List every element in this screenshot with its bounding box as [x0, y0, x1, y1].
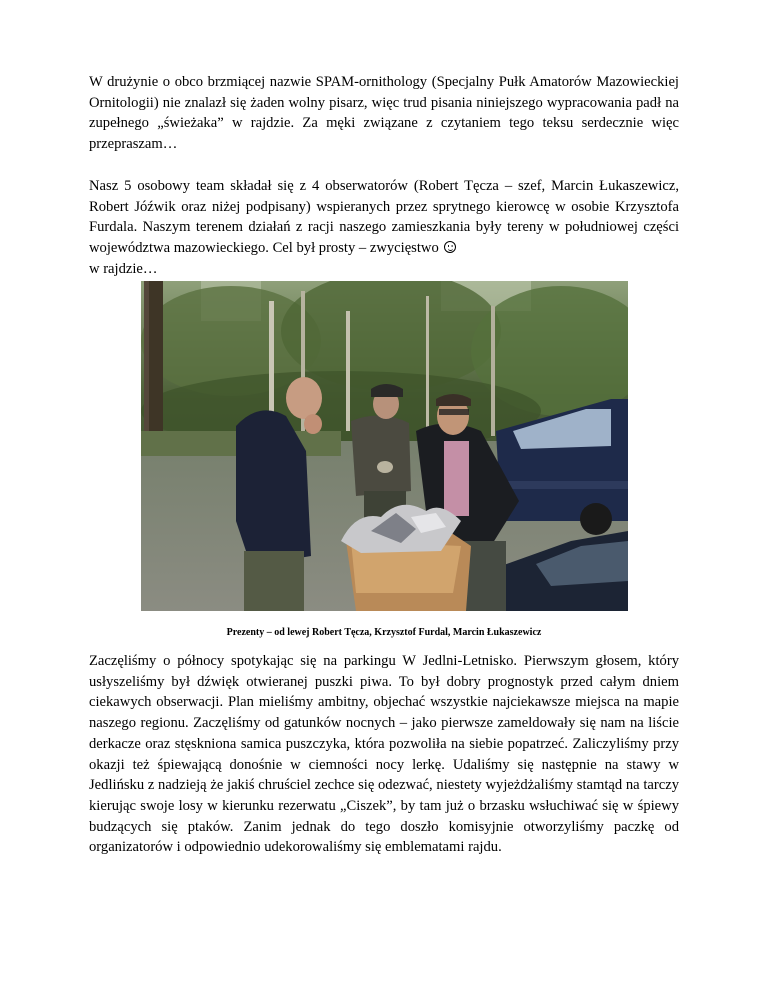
photo-caption: Prezenty – od lewej Robert Tęcza, Krzysztof Furdal, Marcin Łukaszewicz [226, 627, 542, 638]
paragraph-team-text: Nasz 5 osobowy team składał się z 4 obserwatorów (Robert Tęcza – szef, Marcin Łukaszewicz, Robert Jóźwik oraz niżej podpisany) wspieranych przez sprytnego kierowcę w osobie Krzysztofa Furdala. Naszym terenem działań z racji naszego zamieszkania były tereny w południowej części województwa mazowieckiego. Cel był prosty – zwycięstwo [89, 178, 679, 257]
group-photo [141, 281, 628, 611]
smiley-face-icon [444, 241, 456, 253]
paragraph-team [89, 176, 679, 280]
paragraph-team-ending: w rajdzie… [89, 260, 158, 277]
paragraph-night-start: Zaczęliśmy o północy spotykając się na parkingu W Jedlni-Letnisko. Pierwszym głosem, który usłyszeliśmy był dźwięk otwieranej puszki piwa. To był dobry prognostyk przed całym dniem ciekawych obserwacji. Plan mieliśmy ambitny, objechać wszystkie najciekawsze miejsca na mapie naszego regionu. Zaczęliśmy od gatunków nocnych – jako pierwsze zameldowały się nam na liście derkacze oraz stęskniona samica puszczyka, która pozwoliła na siebie popatrzeć. Zaliczyliśmy przy okazji też śpiewającą donośnie w ciemności nocy lerkę. Udaliśmy się następnie na stawy w Jedlińsku z nadzieją że jakiś chruściel zechce się odezwać, niestety wyjeżdżaliśmy stamtąd na tarczy kierując swoje losy w kierunku rezerwatu „Ciszek”, by tam już o brzasku wsłuchiwać się w śpiewy budzących się ptaków. Zanim jednak do tego doszło komisyjnie otworzyliśmy paczkę od organizatorów i odpowiednio udekorowaliśmy się emblematami rajdu. [89, 653, 679, 856]
paragraph-intro: W drużynie o obco brzmiącej nazwie SPAM-ornithology (Specjalny Pułk Amatorów Mazowieckiej Ornitologii) nie znalazł się żaden wolny pisarz, więc trud pisania niniejszego wypracowania padł na zupełnego „świeżaka” w rajdzie. Za męki związane z czytaniem tego teksu serdecznie więc przepraszam… [89, 74, 679, 153]
